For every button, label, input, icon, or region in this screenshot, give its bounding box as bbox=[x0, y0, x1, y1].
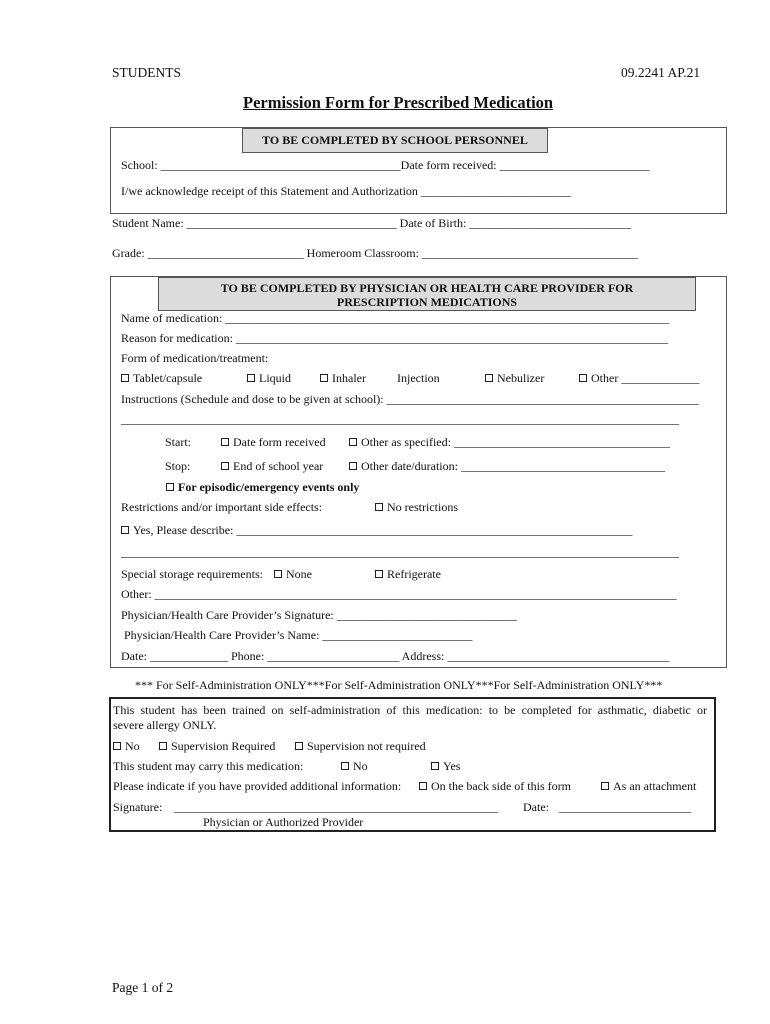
checkbox[interactable] bbox=[579, 374, 587, 382]
storage-refrigerate[interactable] bbox=[375, 568, 441, 581]
checkbox[interactable] bbox=[349, 462, 357, 470]
signature-label: Signature: bbox=[113, 800, 163, 814]
carry-yes[interactable] bbox=[431, 760, 460, 773]
physician-heading-line: TO BE COMPLETED BY PHYSICIAN OR HEALTH CARE PROVIDER FOR bbox=[220, 281, 634, 295]
checkbox[interactable] bbox=[247, 374, 255, 382]
option-label: Nebulizer bbox=[497, 371, 545, 385]
option-label: Other _____________ bbox=[591, 371, 700, 385]
checkbox[interactable] bbox=[121, 374, 129, 382]
checkbox[interactable] bbox=[159, 742, 167, 750]
checkbox[interactable] bbox=[419, 782, 427, 790]
option-label: Tablet/capsule bbox=[133, 371, 203, 385]
start-label: Start: bbox=[165, 435, 191, 449]
date-field[interactable]: ______________________ bbox=[559, 800, 691, 814]
trained-statement-line: severe allergy ONLY. bbox=[113, 718, 217, 732]
stop-label: Stop: bbox=[165, 459, 191, 473]
option-tablet[interactable] bbox=[121, 372, 202, 385]
option-liquid[interactable] bbox=[247, 372, 291, 385]
additional-info-label: Please indicate if you have provided additional information: bbox=[113, 779, 402, 793]
checkbox[interactable] bbox=[221, 462, 229, 470]
option-label: Refrigerate bbox=[387, 567, 441, 581]
self-admin-no[interactable] bbox=[113, 740, 140, 753]
signature-field[interactable]: ______________________________________________________ bbox=[174, 800, 498, 814]
option-label: Yes, Please describe: __________________________________________________________________ bbox=[133, 523, 633, 537]
instructions-field[interactable]: Instructions (Schedule and dose to be given at school): ____________________________________________________ bbox=[121, 392, 699, 406]
option-label: Other as specified: ____________________________________ bbox=[361, 435, 670, 449]
checkbox[interactable] bbox=[375, 570, 383, 578]
checkbox[interactable] bbox=[320, 374, 328, 382]
physician-heading bbox=[158, 277, 696, 311]
option-label: Inhaler bbox=[332, 371, 366, 385]
checkbox[interactable] bbox=[349, 438, 357, 446]
option-label: No bbox=[353, 759, 368, 773]
school-personnel-heading: TO BE COMPLETED BY SCHOOL PERSONNEL bbox=[242, 128, 548, 153]
option-label: Liquid bbox=[259, 371, 291, 385]
physician-heading-line: PRESCRIPTION MEDICATIONS bbox=[336, 295, 518, 309]
school-field[interactable]: School: ________________________________________Date form received: _________________________ bbox=[121, 158, 650, 172]
medication-name-field[interactable]: Name of medication: __________________________________________________________________________ bbox=[121, 311, 670, 325]
section-label: STUDENTS bbox=[112, 65, 182, 80]
supervision-required[interactable] bbox=[159, 740, 275, 753]
storage-other-field[interactable]: Other: _______________________________________________________________________________________ bbox=[121, 587, 677, 601]
episodic-only[interactable] bbox=[166, 481, 359, 494]
storage-none[interactable] bbox=[274, 568, 312, 581]
option-nebulizer[interactable] bbox=[485, 372, 544, 385]
date-label: Date: bbox=[523, 800, 549, 814]
option-label: No bbox=[125, 739, 140, 753]
checkbox[interactable] bbox=[341, 762, 349, 770]
title-word: Form bbox=[325, 93, 365, 112]
acknowledge-field[interactable]: I/we acknowledge receipt of this Statement and Authorization _________________________ bbox=[121, 184, 571, 198]
title-word: Prescribed bbox=[393, 93, 470, 112]
checkbox[interactable] bbox=[375, 503, 383, 511]
signature-caption: Physician or Authorized Provider bbox=[203, 815, 364, 829]
option-label: Date form received bbox=[233, 435, 326, 449]
provider-signature-field[interactable]: Physician/Health Care Provider’s Signature: ______________________________ bbox=[121, 608, 517, 622]
title-word: Medication bbox=[473, 93, 554, 112]
option-other[interactable] bbox=[579, 372, 699, 385]
medication-reason-field[interactable]: Reason for medication: ________________________________________________________________________ bbox=[121, 331, 668, 345]
checkbox[interactable] bbox=[274, 570, 282, 578]
checkbox[interactable] bbox=[121, 526, 129, 534]
date-phone-address-field[interactable]: Date: _____________ Phone: ______________________ Address: _____________________________________ bbox=[121, 649, 670, 663]
option-label: No restrictions bbox=[387, 500, 458, 514]
storage-label: Special storage requirements: bbox=[121, 567, 263, 581]
checkbox[interactable] bbox=[221, 438, 229, 446]
checkbox[interactable] bbox=[295, 742, 303, 750]
self-admin-banner: *** For Self-Administration ONLY***For Self-Administration ONLY***For Self-Administration ONLY*** bbox=[135, 678, 663, 692]
option-label: None bbox=[286, 567, 312, 581]
back-side-option[interactable] bbox=[419, 780, 571, 793]
option-label: End of school year bbox=[233, 459, 324, 473]
option-label: As an attachment bbox=[613, 779, 697, 793]
checkbox[interactable] bbox=[431, 762, 439, 770]
form-of-medication-label: Form of medication/treatment: bbox=[121, 351, 269, 365]
provider-name-field[interactable]: Physician/Health Care Provider’s Name: _________________________ bbox=[124, 628, 473, 642]
option-injection: Injection bbox=[397, 371, 440, 385]
student-name-field[interactable]: Student Name: ___________________________________ Date of Birth: ___________________________ bbox=[112, 216, 632, 230]
option-label: For episodic/emergency events only bbox=[178, 480, 360, 494]
carry-no[interactable] bbox=[341, 760, 368, 773]
checkbox[interactable] bbox=[485, 374, 493, 382]
option-label: Supervision Required bbox=[171, 739, 276, 753]
title-word: Permission bbox=[243, 93, 321, 112]
describe-continued[interactable]: _____________________________________________________________________________________________ bbox=[121, 545, 679, 559]
grade-field[interactable]: Grade: __________________________ Homeroom Classroom: ____________________________________ bbox=[112, 246, 638, 260]
stop-end-of-year[interactable] bbox=[221, 460, 323, 473]
attachment-option[interactable] bbox=[601, 780, 696, 793]
checkbox[interactable] bbox=[113, 742, 121, 750]
title-word: for bbox=[368, 93, 390, 112]
start-other[interactable] bbox=[349, 436, 670, 449]
option-label: Other date/duration: __________________________________ bbox=[361, 459, 665, 473]
option-label: On the back side of this form bbox=[431, 779, 571, 793]
instructions-continued[interactable]: _____________________________________________________________________________________________ bbox=[121, 412, 679, 426]
document-code: 09.2241 AP.21 bbox=[621, 65, 701, 80]
start-date-received[interactable] bbox=[221, 436, 326, 449]
stop-other[interactable] bbox=[349, 460, 665, 473]
no-restrictions[interactable] bbox=[375, 501, 458, 514]
page-title bbox=[243, 94, 553, 112]
yes-describe[interactable] bbox=[121, 524, 632, 537]
checkbox[interactable] bbox=[166, 483, 174, 491]
page-number: Page 1 of 2 bbox=[112, 980, 174, 995]
may-carry-label: This student may carry this medication: bbox=[113, 759, 304, 773]
checkbox[interactable] bbox=[601, 782, 609, 790]
trained-statement-line: This student has been trained on self-administration of this medication: to be completed for asthmatic, diabetic or bbox=[113, 703, 707, 717]
option-label: Yes bbox=[443, 759, 461, 773]
restrictions-label: Restrictions and/or important side effects: bbox=[121, 500, 323, 514]
option-label: Supervision not required bbox=[307, 739, 426, 753]
option-inhaler[interactable] bbox=[320, 372, 366, 385]
supervision-not-required[interactable] bbox=[295, 740, 426, 753]
